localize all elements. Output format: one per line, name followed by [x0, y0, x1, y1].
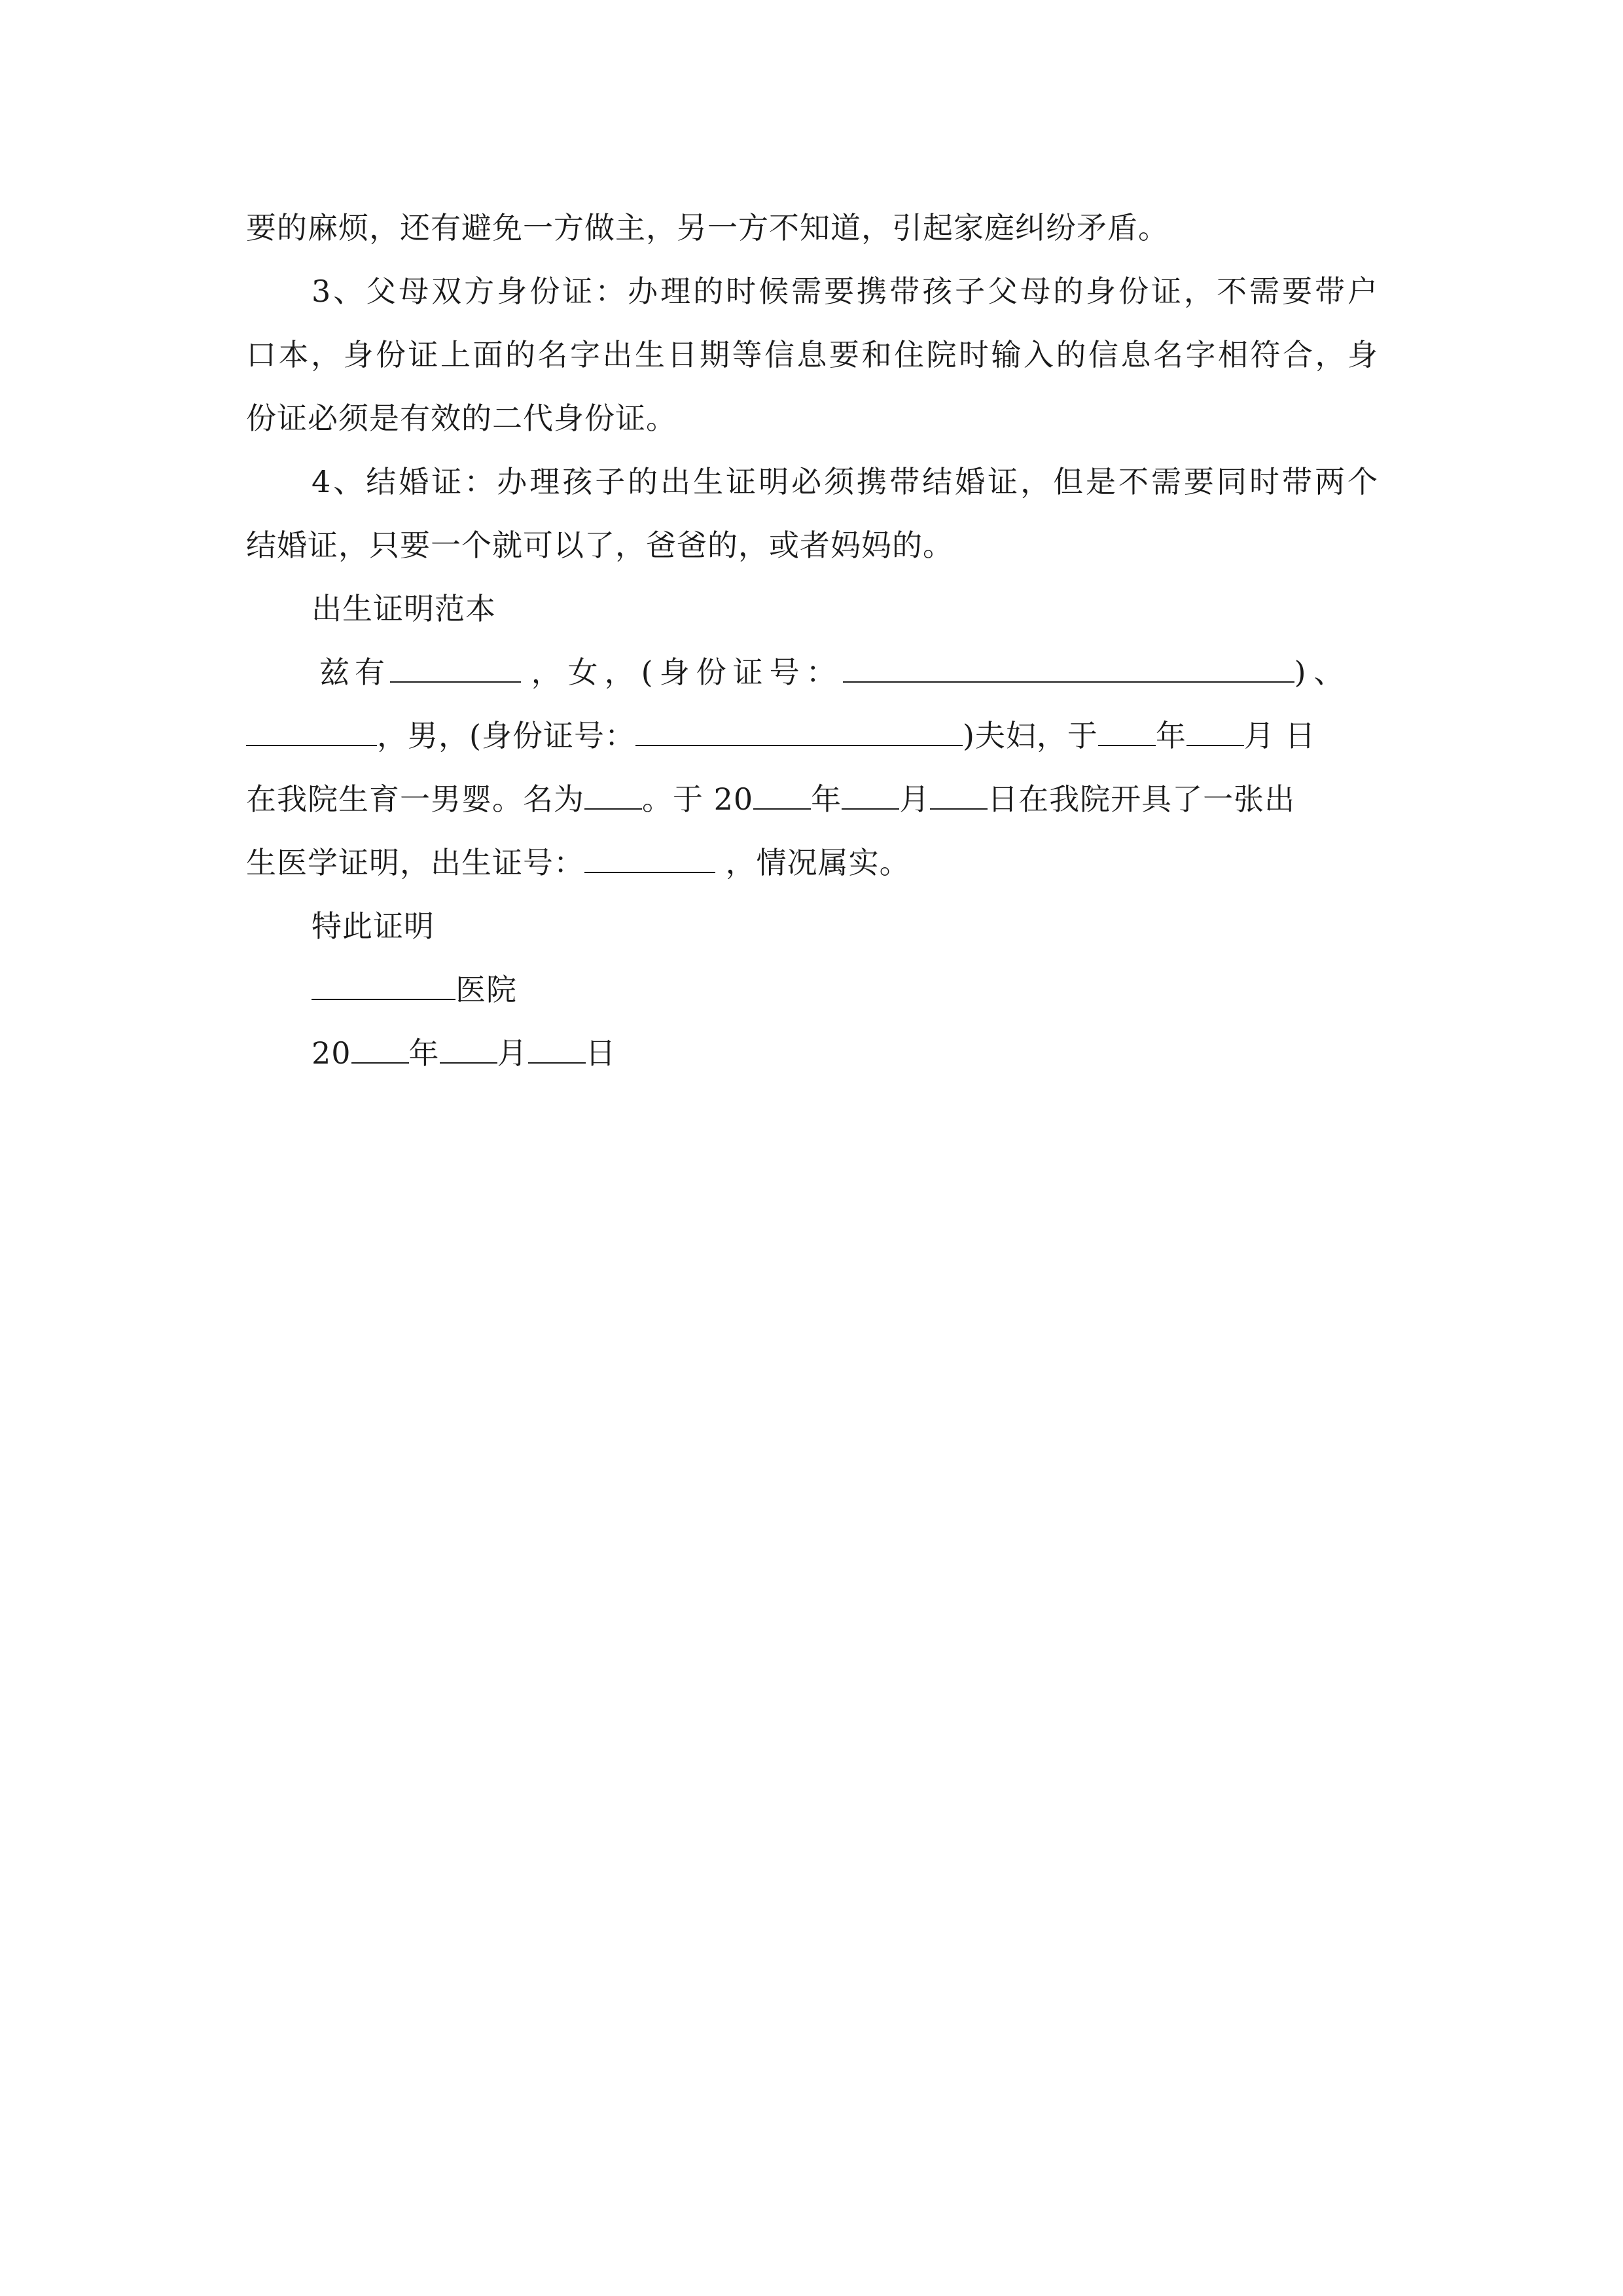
text-issued-cert: 日在我院开具了一张出: [988, 781, 1296, 817]
text-year: 年: [1155, 718, 1186, 753]
hospital-name-blank[interactable]: [312, 973, 455, 1000]
text-date-year: 年: [408, 1035, 440, 1071]
template-line-4: [246, 831, 1378, 895]
sign-year-blank[interactable]: [351, 1036, 409, 1064]
text-zi-you: 兹有: [319, 655, 390, 690]
template-line-3: [246, 768, 1378, 831]
issue-day-blank[interactable]: [930, 782, 988, 810]
wife-id-blank[interactable]: [843, 655, 1294, 683]
template-line-2: [246, 704, 1378, 768]
text-issue-month: 月: [899, 781, 931, 817]
text-female-id: ，女，(身份证号：: [531, 655, 843, 690]
text-issue-year: 年: [811, 781, 842, 817]
husband-name-blank[interactable]: [246, 719, 377, 746]
text-close-paren: )、: [1294, 655, 1352, 690]
paragraph-2-tail: 要的麻烦，还有避免一方做主，另一方不知道，引起家庭纠纷矛盾。: [246, 210, 1169, 245]
text-hospital: 医院: [455, 972, 517, 1007]
sign-month-blank[interactable]: [440, 1036, 497, 1064]
text-issued-20: 。于 20: [642, 781, 754, 817]
template-title: 出生证明范本: [312, 591, 496, 626]
date-line: [246, 1022, 1378, 1085]
text-date-prefix: 20: [312, 1035, 351, 1071]
wife-name-blank[interactable]: [390, 655, 521, 683]
text-male-id: ，男，(身份证号：: [377, 718, 635, 753]
template-line-1: [246, 641, 1378, 704]
cert-number-blank[interactable]: [584, 846, 715, 873]
text-date-month: 月: [497, 1035, 528, 1071]
text-couple-on: )夫妇，于: [962, 718, 1098, 753]
text-cert-number: 生医学证明，出生证号：: [246, 845, 584, 880]
baby-name-blank[interactable]: [584, 782, 642, 810]
birth-year-blank[interactable]: [1098, 719, 1156, 746]
closing-statement: 特此证明: [312, 908, 435, 944]
paragraph-3-line-3: 份证必须是有效的二代身份证。: [246, 401, 677, 436]
issue-month-blank[interactable]: [842, 782, 899, 810]
text-gave-birth: 在我院生育一男婴。名为: [246, 781, 584, 817]
paragraph-3-line-2: 口本，身份证上面的名字出生日期等信息要和住院时输入的信息名字相符合，身: [246, 337, 1378, 372]
paragraph-4-line-2: 结婚证，只要一个就可以了，爸爸的，或者妈妈的。: [246, 528, 954, 563]
text-date-day: 日: [585, 1035, 616, 1071]
birth-month-blank[interactable]: [1186, 719, 1244, 746]
sign-day-blank[interactable]: [528, 1036, 586, 1064]
text-month-day: 月 日: [1243, 718, 1316, 753]
hospital-line: [246, 958, 1378, 1022]
document-body: [246, 196, 1378, 1085]
text-true-situation: ，情况属实。: [725, 845, 910, 880]
issue-year-blank[interactable]: [753, 782, 811, 810]
paragraph-3-line-1: 3、父母双方身份证：办理的时候需要携带孩子父母的身份证，不需要带户: [312, 274, 1378, 309]
husband-id-blank[interactable]: [635, 719, 963, 746]
paragraph-4-line-1: 4、结婚证：办理孩子的出生证明必须携带结婚证，但是不需要同时带两个: [312, 464, 1378, 499]
